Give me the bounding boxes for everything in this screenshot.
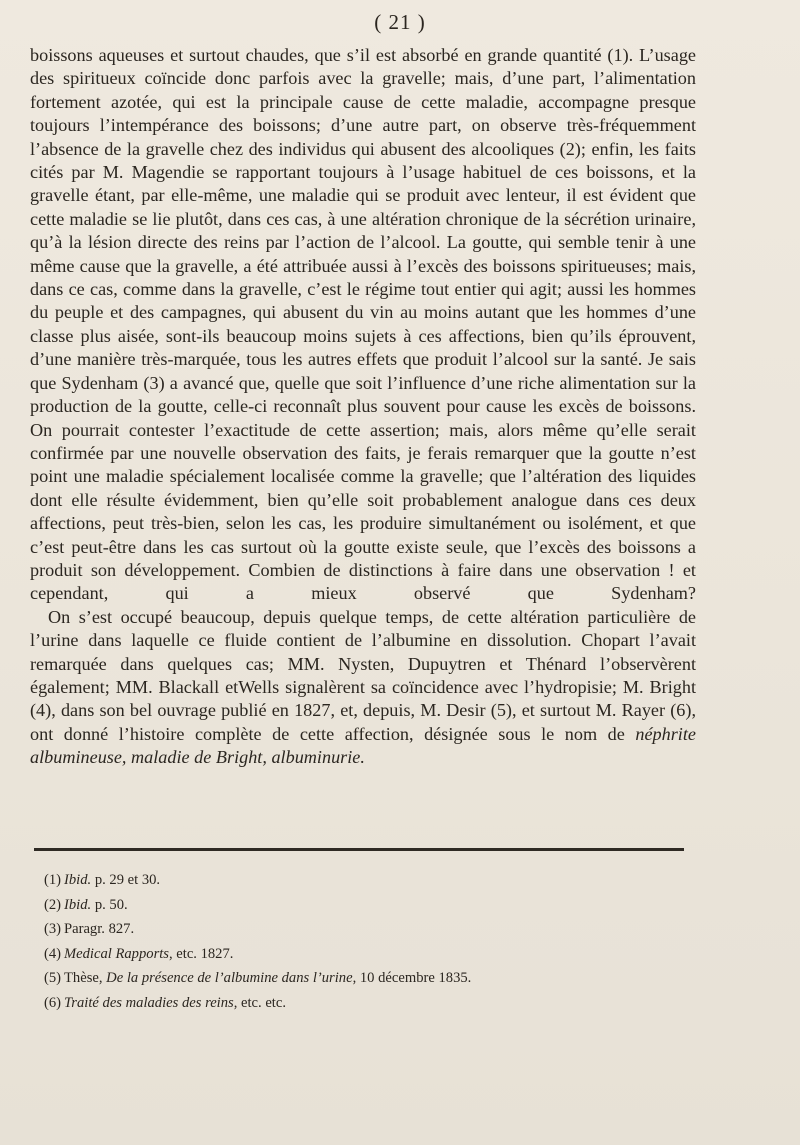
footnote-separator-rule [34,848,684,851]
footnote-marker: (2) [44,896,62,913]
footnote [44,966,684,991]
footnote [44,991,684,1016]
footnote-italic: Ibid. [64,872,92,888]
paragraph-1: boissons aqueuses et surtout chaudes, que s’il est absorbé en grande quantité (1). L’usage des spiritueux coïncide donc parfois avec la gravelle; mais, d’une part, l’alimentation fortement azotée, qui est la principale cause de cette maladie, accompagne presque toujours l’intempérance des boissons; d’une autre part, on observe très-fréquemment l’absence de la gravelle chez des individus qui abusent des alcooliques (2); enfin, les faits cités par M. Magendie se rapportant toujours à l’usage habituel de ces boissons, et la gravelle étant, par elle-même, une maladie qui se produit avec lenteur, il est évident que cette maladie se lie plutôt, dans ces cas, à une altération chronique de la sécrétion urinaire, qu’à la lésion directe des reins par l’action de l’alcool. La goutte, qui semble tenir à une même cause que la gravelle, a été attribuée aussi à l’excès des boissons spiritueuses; mais, dans ce cas, comme dans la gravelle, c’est le régime tout entier qui agit; aussi les hommes du peuple et des campagnes, qui abusent du vin au moins autant que les hommes d’une classe plus aisée, sont-ils beaucoup moins sujets à ces affections, bien qu’ils éprouvent, d’une manière très-marquée, tous les autres effets que produit l’alcool sur la santé. Je sais que Sydenham (3) a avancé que, quelle que soit l’influence d’une riche alimentation sur la production de la goutte, celle-ci reconnaît plus souvent pour cause les excès de boissons. On pourrait contester l’exactitude de cette assertion; mais, alors même qu’elle serait confirmée par une nouvelle observation des faits, je ferais remarquer que la goutte n’est point une maladie spécialement localisée comme la gravelle; que l’altération des liquides dont elle résulte évidemment, bien qu’elle soit probablement analogue dans ces deux affections, peut très-bien, selon les cas, les produire simultanément ou isolément, et que c’est peut-être dans les cas surtout où la goutte existe seule, que l’excès des boissons a produit son développement. Combien de distinctions à faire dans une observation ! et cependant, qui a mieux observé que Sydenham? [30,45,696,604]
body-text [30,44,696,770]
paragraph-2-italic: néphrite albumineuse, maladie de Bright, albuminurie. [30,723,696,768]
paragraph-2-text: On s’est occupé beaucoup, depuis quelque temps, de cette altération particulière de l’urine dans laquelle ce fluide contient de l’albumine en dissolution. Chopart l’avait remarquée dans quelques cas; MM. Nysten, Dupuytren et Thénard l’observèrent également; MM. Blackall etWells signalèrent sa coïncidence avec l’hydropisie; M. Bright (4), dans son bel ouvrage publié en 1827, et, depuis, M. Desir (5), et surtout M. Rayer (6), ont donné l’histoire complète de cette affection, désignée sous le nom de [30,606,696,744]
footnote-marker: (4) [44,945,62,962]
footnote-prefix: Thèse, [64,970,107,987]
footnote-text: , 10 décembre 1835. [352,970,472,987]
footnote [44,942,684,967]
footnote [44,917,684,942]
footnote-italic: Ibid. [64,896,92,913]
footnote-marker: (6) [44,994,62,1011]
footnote-italic: De la présence de l’albumine dans l’urine [106,970,353,987]
footnote-text: Paragr. 827. [64,921,135,938]
paragraph-2 [30,606,696,770]
footnote-text: , etc. 1827. [168,945,234,962]
footnote-text: p. 50. [91,896,128,913]
footnote-italic: Medical Rapports [64,945,169,962]
footnote-marker: (5) [44,970,62,987]
footnote-text: p. 29 et 30. [91,872,161,888]
footnote-marker: (1) [44,872,62,888]
footnote-text: , etc. etc. [233,994,286,1011]
footnotes [44,868,684,1016]
page-number: ( 21 ) [374,10,426,34]
footnote-italic: Traité des maladies des reins [64,994,234,1011]
footnote [44,893,684,918]
footnote-marker: (3) [44,921,62,938]
footnote [44,868,684,893]
